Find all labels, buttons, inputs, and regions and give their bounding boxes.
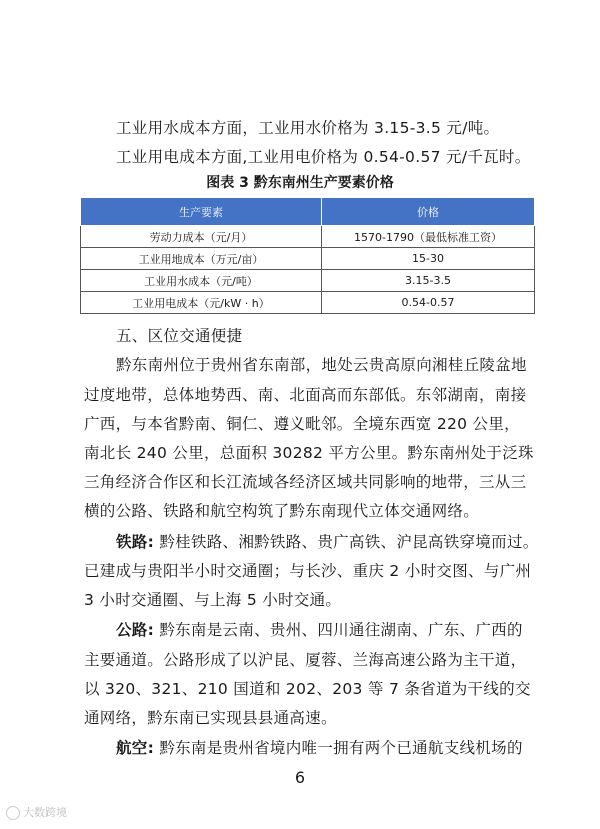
paragraph-line: 主要通道。公路形成了以沪昆、厦蓉、兰海高速公路为主干道， <box>84 651 527 669</box>
table-row <box>81 270 535 292</box>
air-line <box>116 736 523 758</box>
cell-factor: 劳动力成本（元/月） <box>81 226 322 248</box>
table-row <box>81 292 535 314</box>
watermark-text: 大数跨境 <box>23 806 67 819</box>
factor-price-table <box>80 197 535 314</box>
road-line <box>116 618 523 640</box>
cell-price: 15-30 <box>322 248 535 270</box>
paragraph-line: 黔东南州位于贵州省东南部，地处云贵高原向湘桂丘陵盆地 <box>116 356 527 374</box>
paragraph-line: 已建成与贵阳半小时交通圈；与长沙、重庆 2 小时交图、与广州 <box>84 562 532 580</box>
paragraph-line: 过度地带，总体地势西、南、北面高而东部低。东邻湖南，南接 <box>84 386 527 404</box>
cell-factor: 工业用水成本（元/吨） <box>81 270 322 292</box>
paragraph-line: 三角经济合作区和长江流域各经济区域共同影响的地带，三从三 <box>84 473 527 491</box>
section-heading: 五、区位交通便捷 <box>116 327 243 345</box>
paragraph-line: 横的公路、铁路和航空构筑了黔东南现代立体交通网络。 <box>84 502 480 520</box>
cell-factor: 工业用电成本（元/kW · h） <box>81 292 322 314</box>
rail-line <box>116 530 539 552</box>
cell-factor: 工业用地成本（万元/亩） <box>81 248 322 270</box>
watermark-logo-icon <box>6 806 20 820</box>
cell-price: 0.54-0.57 <box>322 292 535 314</box>
paragraph-line: 广西，与本省黔南、铜仁、遵义毗邻。全境东西宽 220 公里， <box>84 415 520 433</box>
power-cost-text: 工业用电成本方面,工业用电价格为 0.54-0.57 元/千瓦时。 <box>116 148 531 166</box>
cell-price: 1570-1790（最低标准工资） <box>322 226 535 248</box>
table-row <box>81 226 535 248</box>
paragraph-line: 通网络，黔东南已实现县县通高速。 <box>84 709 337 727</box>
cell-price: 3.15-3.5 <box>322 270 535 292</box>
table-row <box>81 248 535 270</box>
table-caption: 图表 3 黔东南州生产要素价格 <box>206 175 394 191</box>
page-number: 6 <box>294 768 306 787</box>
header-price: 价格 <box>322 198 535 226</box>
rail-text: 黔桂铁路、湘黔铁路、贵广高铁、沪昆高铁穿境而过。 <box>154 533 539 551</box>
table-header-row <box>81 198 535 226</box>
rail-label: 铁路: <box>116 533 155 551</box>
air-text: 黔东南是贵州省境内唯一拥有两个已通航支线机场的 <box>154 739 523 757</box>
road-label: 公路: <box>116 621 155 639</box>
paragraph-line: 3 小时交通圈、与上海 5 小时交通。 <box>84 591 342 609</box>
air-label: 航空: <box>116 739 155 757</box>
water-cost-text: 工业用水成本方面，工业用水价格为 3.15-3.5 元/吨。 <box>116 119 500 137</box>
paragraph-line: 南北长 240 公里，总面积 30282 平方公里。黔东南州处于泛珠 <box>84 444 534 462</box>
header-factor: 生产要素 <box>81 198 322 226</box>
paragraph-line: 以 320、321、210 国道和 202、203 等 7 条省道为干线的交 <box>84 680 531 698</box>
road-text: 黔东南是云南、贵州、四川通往湖南、广东、广西的 <box>154 621 523 639</box>
watermark <box>6 804 67 820</box>
